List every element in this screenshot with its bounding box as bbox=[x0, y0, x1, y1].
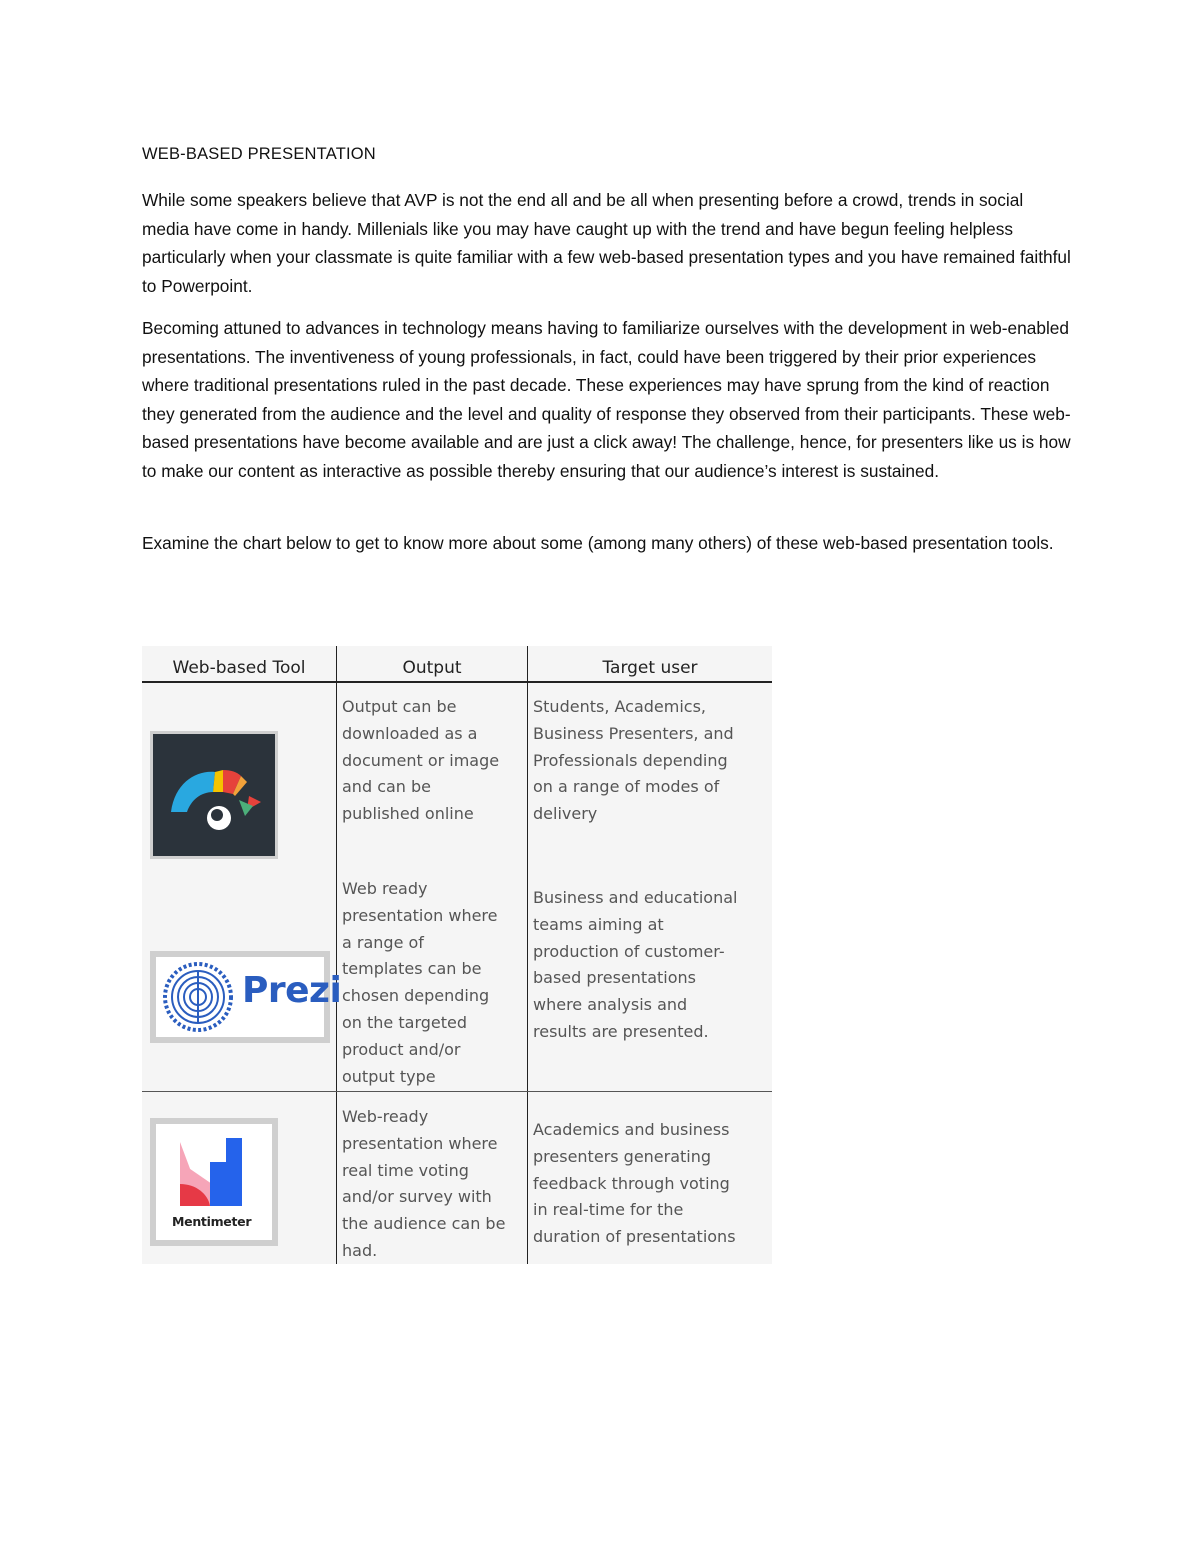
header-output: Output bbox=[402, 658, 462, 678]
deck-logo-icon bbox=[150, 731, 278, 859]
prezi-logo-icon bbox=[150, 951, 342, 1043]
header-divider bbox=[142, 681, 772, 683]
row-divider bbox=[142, 1091, 772, 1092]
row2-target: Business and educational teams aiming at production of customer- based presentations where analysis and results are presented. bbox=[533, 888, 738, 1041]
row1-output: Output can be downloaded as a document or image and can be published online bbox=[342, 697, 500, 824]
column-divider bbox=[336, 646, 337, 1264]
mentimeter-logo-text: Mentimeter bbox=[172, 1214, 252, 1229]
row3-target: Academics and business presenters generating feedback through voting in real-time for the duration of presentations bbox=[533, 1120, 736, 1247]
page-title: WEB-BASED PRESENTATION bbox=[142, 145, 376, 163]
column-divider bbox=[527, 646, 528, 1264]
prezi-logo-text: Prezi bbox=[242, 970, 342, 1011]
row1-target: Students, Academics, Business Presenters, and Professionals depending on a range of modes of delivery bbox=[533, 697, 734, 824]
header-tool: Web-based Tool bbox=[172, 658, 306, 678]
mentimeter-logo-icon bbox=[150, 1118, 278, 1246]
body-paragraph: Becoming attuned to advances in technology means having to familiarize ourselves with the development in web-enabled presentations. The inventiveness of young professionals, in fact, could have been triggered by their prior experiences where traditional presentations ruled in the past decade. These experiences may have sprung from the kind of reaction they generated from the audience and the level and quality of response they observed from their participants. These web-based presentations have become available and are just a click away! The challenge, hence, for presenters like us is how to make our content as interactive as possible thereby ensuring that our audience’s interest is sustained. bbox=[142, 318, 1071, 481]
table-header bbox=[142, 646, 772, 682]
tools-table bbox=[142, 646, 772, 1264]
row3-output: Web-ready presentation where real time voting and/or survey with the audience can be had. bbox=[342, 1107, 506, 1260]
header-target-user: Target user bbox=[602, 658, 698, 678]
intro-paragraph: While some speakers believe that AVP is not the end all and be all when presenting before a crowd, trends in social media have come in handy. Millenials like you may have caught up with the trend and have begun feeling helpless particularly when your classmate is quite familiar with a few web-based presentation types and you have remained faithful to Powerpoint. bbox=[142, 190, 1071, 296]
row2-output: Web ready presentation where a range of templates can be chosen depending on the targeted product and/or output type bbox=[342, 879, 498, 1086]
instruction-paragraph: Examine the chart below to get to know more about some (among many others) of these web-based presentation tools. bbox=[142, 533, 1054, 553]
